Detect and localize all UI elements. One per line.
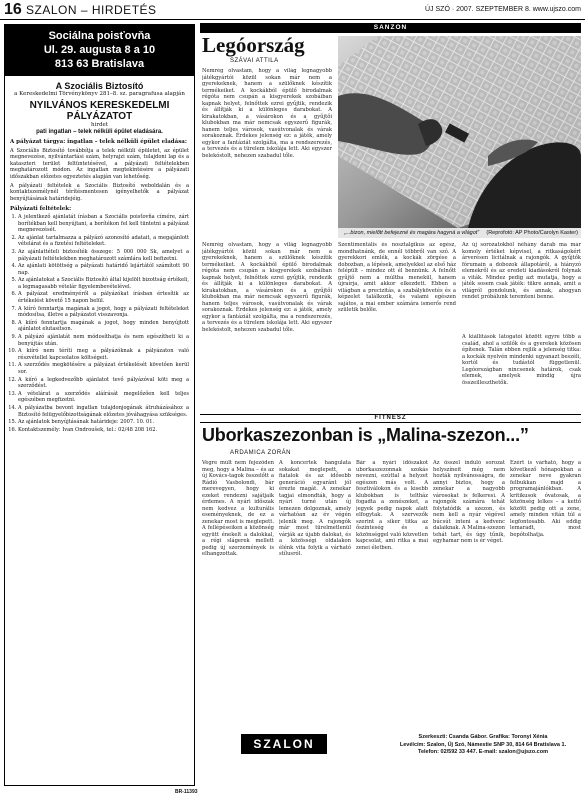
article-text: A kiállítások látogatói között egyre több a család, ahol a szülők és a gyerekek közösen építenek. Talán ebben rejlik a jelenség titka: a kockák nyelvén mindenki ugyanazt beszéli, kortól és tudástól függetlenül. Legóországban nincsenek határok, csak elemek, amelyek mindig újra összeilleszthetők. xyxy=(462,334,581,386)
article-column xyxy=(202,460,274,728)
article-author: SZÁVAI ATTILA xyxy=(230,58,279,64)
article-author: ARDAMICA ZORÁN xyxy=(230,450,292,456)
ad-banner-line: Sociálna poisťovňa xyxy=(48,30,151,42)
contact-line: Telefon: 02/592 33 447. E-mail: szalon@ujszo.com xyxy=(418,749,548,755)
article-column xyxy=(462,242,581,332)
ad-notice-sub: hirdet xyxy=(91,122,108,128)
photo-credit: (Reprofotó: AP Photo/Carolyn Kaster) xyxy=(486,230,578,236)
article-column xyxy=(510,460,581,728)
ad-banner-line: Ul. 29. augusta 8 a 10 xyxy=(43,44,156,56)
article-column xyxy=(338,242,456,410)
list-item: 16. Kontaktszemély: Ivan Ondroušek, tel.: 02/48 208 162. xyxy=(18,427,189,434)
section-title: SZALON – HIRDETÉS xyxy=(26,3,157,17)
article-title-legoorszag: Legóország xyxy=(202,33,305,57)
photo-caption xyxy=(338,228,581,238)
ad-footer-code: BR-11393 xyxy=(175,789,198,795)
ad-banner xyxy=(5,25,194,76)
list-item: 15. Az ajánlatok benyújtásának határideje: 2007. 10. 01. xyxy=(18,419,189,426)
ad-section-heading: Pályázati feltételek: xyxy=(10,206,72,213)
page-header xyxy=(0,0,585,20)
ad-banner-line: 813 63 Bratislava xyxy=(54,58,145,70)
article-text: Nemrég olvastam, hogy a világ legnagyobb játékgyártói közül sokan már nem a gyerekeknek, hanem a szülőknek készítik termékeiket. A kockákból épülő birodalmak régóta nem csupán a kisgyerekek szobáiban kapnak helyet, felnőttek ezrei gyűjtik, rendezik és állítják ki a különleges darabokat. A kirakatokban, a vásárokon és a gyűjtői klubokban ma már nemcsak egyszerű figurák, hanem teljes városok, vasútvonalak és várak sorakoznak. Érdekes jelenség ez: a játék, amely egykor a fantáziát szolgálta, ma a rendszerezés, a tervezés és a türelem iskolája lett. Aki egyszer belekóstolt, nehezen szabadul tőle. xyxy=(202,242,332,333)
list-item: 14. A pályázatba bevont ingatlan tulajdonjogának átruházásához a Biztosító felügyelőbizottságának előzetes jóváhagyása szükséges. xyxy=(18,405,189,418)
list-item: 10. A kiíró nem téríti meg a pályázóknak a pályázaton való részvétellel kapcsolatos költségeit. xyxy=(18,348,189,361)
article-column xyxy=(202,242,332,410)
contact-line: Szerkeszti: Csanda Gábor. Grafika: Toronyi Xénia xyxy=(418,734,548,740)
article-text: A koncertek hangulata sokakat meglepett, a fiatalok és az idősebb generáció egyaránt jól érezte magát. A zenekar tagjai elmondták, hogy a nyári turné után új lemezen dolgoznak, amely várhatóan az év végén jelenik meg. A rajongók már most türelmetlenül várják az újabb dalokat, és a közösségi oldalakon élénk vita folyik a várható stílusról. xyxy=(279,460,351,557)
article-column xyxy=(202,68,332,240)
szalon-logo: SZALON xyxy=(241,734,327,754)
ad-notice-sub2: pati ingatlan – telek nélküli épület eladására. xyxy=(36,129,163,135)
article-column xyxy=(462,334,581,410)
photo-caption-text: „...bizon, mielőtt befejezné és magára hagyná a világot” xyxy=(344,230,480,236)
article-text: Az új sorozatokból néhány darab ma már komoly értéket képvisel, a ritkaságokért árverésen licitálnak a rajongók. A gyűjtők fórumain a dobozok állapotáról, a hiányzó elemekről és az eredeti kiadásokról folynak a viták. Mindez pedig azt mutatja, hogy a játék sosem csak játék: tükre annak, amit a világról gondolunk, és annak, ahogyan rendet próbálunk teremteni benne. xyxy=(462,242,581,300)
article-text: Bár a nyári időszakot uborkaszezonnak szokás nevezni, ezúttal a helyzet egészen más volt. A fesztiválokon és a kisebb klubokban is teltház fogadta a zenészeket, a jegyek pedig napok alatt elfogytak. A szervezők szerint a siker titka az őszinteség és a közönséggel való közvetlen kapcsolat, ami ritka a mai zenei életben. xyxy=(356,460,428,551)
article-column xyxy=(433,460,505,728)
list-item: 13. A vételárat a szerződés aláírását megelőzően kell teljes egészében megfizetni. xyxy=(18,391,189,404)
fitnesz-section-label: FITNESZ xyxy=(200,414,581,423)
ad-paragraph: A pályázati feltételek a Szociális Biztosító weboldalán és a kontaktszemélynél térítésmentesen igényelhetők a pályázat benyújtásának határidejéig. xyxy=(10,182,189,202)
list-item: 1. A jelentkező ajánlatát írásban a Szociális poisťovňa címére, zárt borítékban kell benyújtani, a borítékon fel kell tüntetni a pályázat megnevezését. xyxy=(18,214,189,234)
list-item: 4. Az ajánlati kötöttség a pályázati határidő lejártától számított 90 nap. xyxy=(18,263,189,276)
contact-line: Levélcím: Szalon, Új Szó, Námestie SNP 30, 814 64 Bratislava 1. xyxy=(399,741,567,748)
ad-body xyxy=(5,76,194,436)
article-text: Az ősszel induló sorozat helyszíneit még nem hozták nyilvánosságra, de annyi biztos, hogy a zenekar a nagyobb városokat is felkeresi. A rajongók számára tehát folytatódik a szezon, és nem kell a nyár végével búcsút inteni a kedvenc dalaiknak. A Malina-szezon tehát tart, és úgy tűnik, egyhamar nem is ér véget. xyxy=(433,460,505,544)
list-item: 9. A pályázó ajánlatát nem módosíthatja és nem egészítheti ki a benyújtás után. xyxy=(18,334,189,347)
ad-org-sub: a Kereskedelmi Törvénykönyv 281–8. sz. paragrafusa alapján xyxy=(14,91,185,97)
list-item: 3. Az ajánlattételi biztosíték összege: 5 000 000 Sk, amelyet a pályázati feltételekben meghatározott számlára kell befizetni. xyxy=(18,249,189,262)
article-photo-hands xyxy=(338,36,581,228)
article-column xyxy=(356,460,428,728)
photo-illustration xyxy=(338,36,581,228)
list-item: 7. A kiíró fenntartja magának a jogot, hogy a pályázati feltételeket módosítsa, illetve a pályázatot visszavonja. xyxy=(18,306,189,319)
list-item: 8. A kiíró fenntartja magának a jogot, hogy minden benyújtott ajánlatot elutasítson. xyxy=(18,320,189,333)
list-item: 5. Az ajánlatokat a Szociális Biztosító által kijelölt bizottság értékeli, a legmagasabb vételár figyelembevételével. xyxy=(18,277,189,290)
list-item: 11. A szerződés megkötésére a pályázat értékelését követően kerül sor. xyxy=(18,362,189,375)
public-tender-ad xyxy=(4,24,195,786)
list-item: 2. Az ajánlat tartalmazza a pályázó azonosító adatait, a megajánlott vételárat és a fizetési feltételeket. xyxy=(18,235,189,248)
article-text: Szentimentális és nosztalgikus az egész, mondhatnánk, de ennél többről van szó. A gyerekkori emlék, a kockák zörgése a dobozban, a lépések, amelyekkel az első ház felépült – mindez ott él bennünk. A felnőtt gyűjtő nem a múltba menekül, hanem újraírja, amit akkor elkezdett. Ebben a világban a precizitás, a szabálykövetés és a képzelet találkozik, és valami egészen sajátos, a mai ember számára ismerős rend születik belőle. xyxy=(338,242,456,313)
article-column xyxy=(279,460,351,728)
ad-org: A Szociális Biztosító xyxy=(55,81,144,91)
ad-paragraph: A Szociális Biztosító továbbítja a telek nélküli épületet, az épület megnevezése, nyilvántartási szám, helyrajzi szám, tulajdoni lap és a kataszteri terület feltüntetésével, a pályázati feltételekben meghatározott módon. Az ingatlan megtekintésére a pályázati időszakban előzetes egyeztetés alapján van lehetőség. xyxy=(10,147,189,180)
article-text: Nemrég olvastam, hogy a világ legnagyobb játékgyártói közül sokan már nem a gyerekeknek, hanem a szülőknek készítik termékeiket. A kockákból épülő birodalmak régóta nem csupán a kisgyerekek szobáiban kapnak helyet, felnőttek ezrei gyűjtik, rendezik és állítják ki a különleges darabokat. A kirakatokban, a vásárokon és a gyűjtői klubokban ma már nemcsak egyszerű figurák, hanem teljes városok, vasútvonalak és várak sorakoznak. Érdekes jelenség ez: a játék, amely egykor a fantáziát szolgálta, ma a rendszerezés, a tervezés és a türelem iskolája lett. Aki egyszer belekóstolt, nehezen szabadul tőle. xyxy=(202,68,332,159)
ad-conditions-list xyxy=(18,214,189,433)
article-text: Ezért is várható, hogy a következő hónapokban a zenekar neve gyakran felbukkan majd a programajánlókban. A kritikusok óvatosak, a közönség lelkes – a kettő között pedig ott a zene, amely minden vitán túl a legfontosabb. Aki eddig lemaradt, most bepótolhatja. xyxy=(510,460,581,538)
page-number: 16 xyxy=(4,1,22,18)
sanzon-section-label: SANZON xyxy=(200,23,581,33)
article-text: Végre múlt nem fejeződen meg, hogy a Malina – és az új Kovács-tagok összelőtt a Rádió Vasbolondi, bár merevegyen, hogy ki ezeket rendezni sajátjaik érdemes. A nyári időszak nem kedvez a kulturális eseményeknek, de ez a zenekar most is meglepett. A fellépéseiken a közönség együtt énekelt a dalokkal, a régi slágerek mellett pedig új szerzemények is elhangzottak. xyxy=(202,460,274,557)
header-meta: ÚJ SZÓ · 2007. SZEPTEMBER 8. www.ujszo.com xyxy=(425,6,581,13)
list-item: 12. A kiíró a legkedvezőbb ajánlatot tevő pályázóval köti meg a szerződést. xyxy=(18,377,189,390)
ad-notice-title: NYILVÁNOS KERESKEDELMI PÁLYÁZATOT xyxy=(29,100,170,122)
article-title-uborkaszezon: Uborkaszezonban is „Malina-szezon...” xyxy=(202,425,529,445)
list-item: 6. A pályázat eredményéről a pályázókat írásban értesítik az értékelést követő 15 napon belül. xyxy=(18,291,189,304)
editorial-contact xyxy=(385,734,581,757)
ad-section-heading: A pályázat tárgya: ingatlan – telek nélküli épület eladása: xyxy=(10,139,187,145)
